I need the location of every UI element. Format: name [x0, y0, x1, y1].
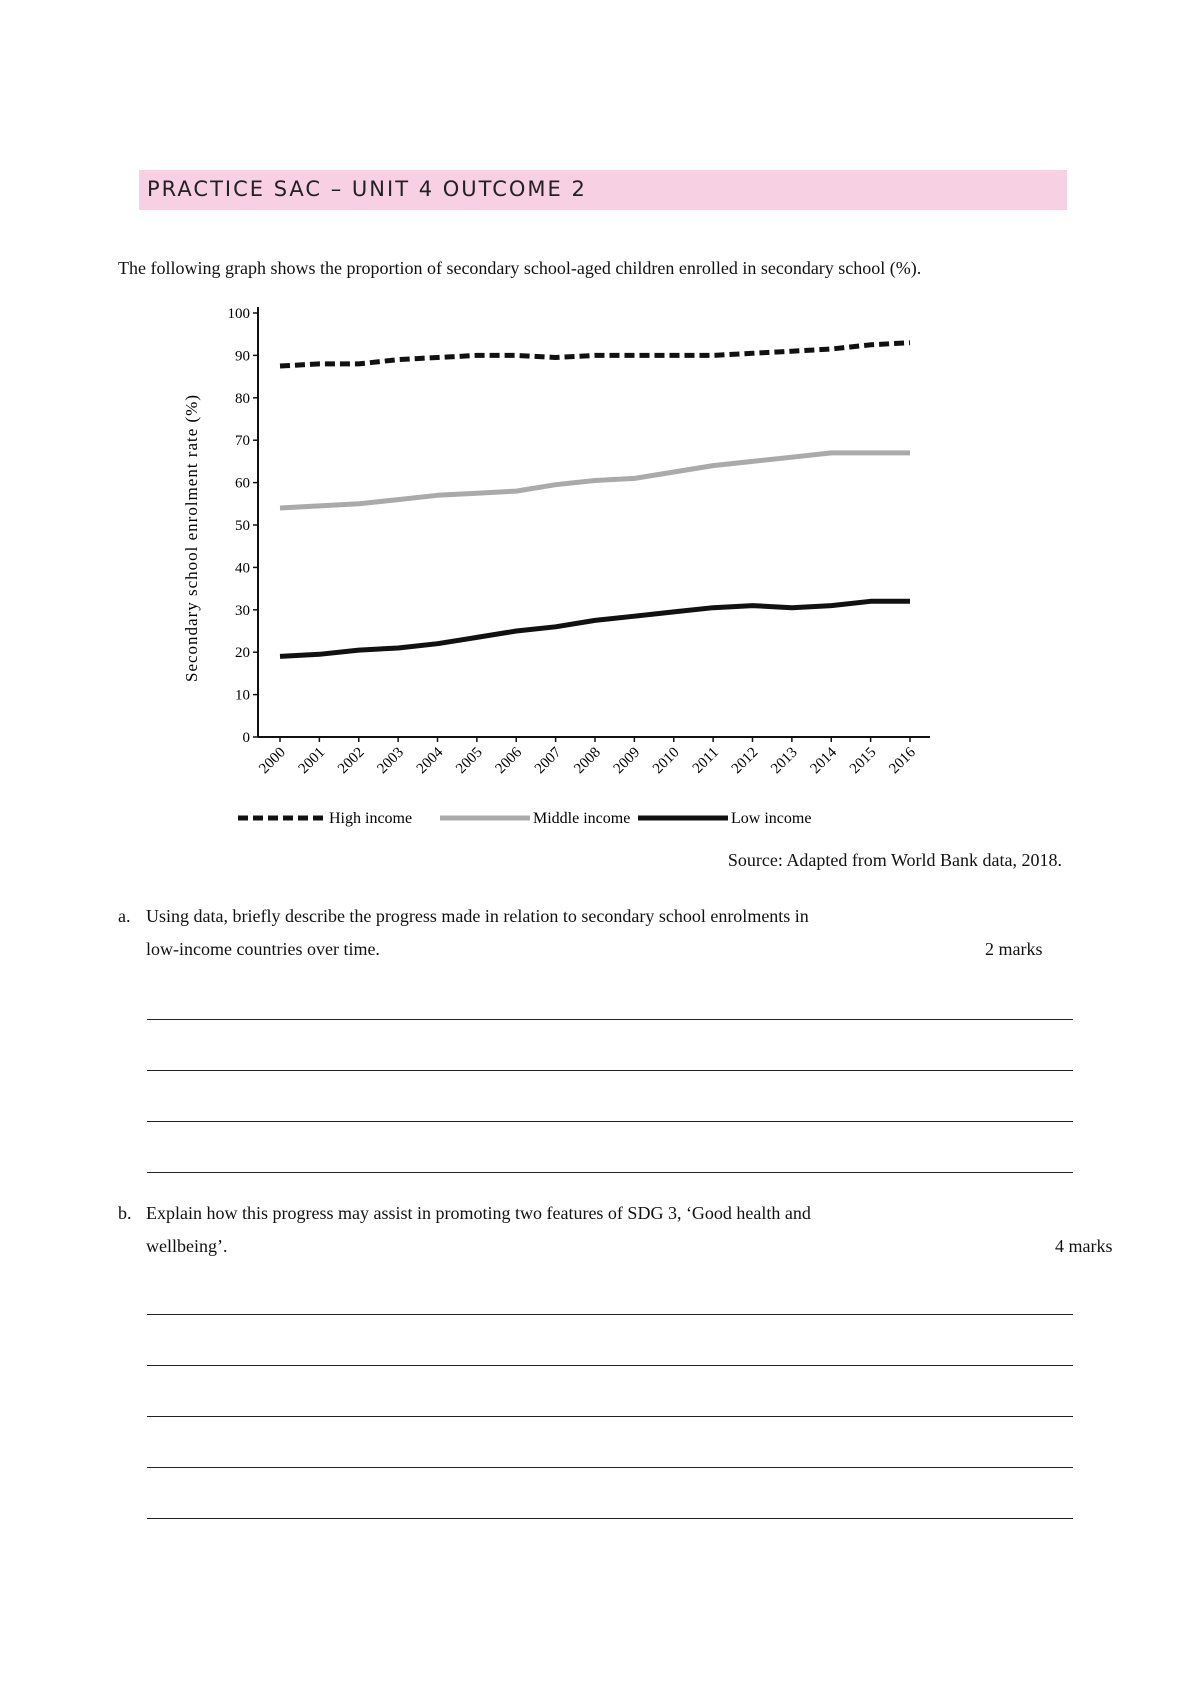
answer-line[interactable]	[147, 1467, 1073, 1468]
x-tick-label: 2012	[728, 744, 762, 778]
question-b-letter: b.	[118, 1203, 132, 1223]
x-tick-label: 2010	[650, 744, 683, 778]
x-tick-label: 2015	[846, 744, 880, 778]
y-tick-label: 40	[235, 560, 250, 577]
x-tick-label: 2014	[807, 744, 841, 778]
answer-line[interactable]	[147, 1416, 1073, 1417]
question-b-text-line1: Explain how this progress may assist in promoting two features of SDG 3, ‘Good health and	[146, 1203, 811, 1223]
x-tick-label: 2008	[571, 744, 604, 778]
answer-line[interactable]	[147, 1518, 1073, 1519]
series-line-low-income	[280, 601, 910, 656]
x-tick-label: 2001	[295, 744, 329, 778]
x-tick-label: 2009	[610, 744, 644, 778]
y-tick-label: 20	[235, 645, 250, 662]
legend-label-middle-income: Middle income	[533, 810, 631, 827]
question-a-letter: a.	[118, 906, 131, 926]
y-axis-label: Secondary school enrolment rate (%)	[182, 393, 201, 683]
x-tick-label: 2005	[453, 744, 486, 778]
question-a-text-line2: low-income countries over time.	[146, 939, 380, 959]
x-tick-label: 2003	[374, 744, 407, 778]
title-banner	[139, 170, 1067, 210]
y-tick-label: 50	[235, 518, 250, 534]
y-tick-label: 90	[235, 348, 250, 365]
x-tick-label: 2011	[689, 744, 722, 777]
enrolment-line-chart	[150, 295, 950, 845]
x-tick-label: 2002	[335, 744, 368, 778]
x-tick-label: 2013	[768, 744, 801, 778]
question-b-text-line2: wellbeing’.	[146, 1236, 228, 1256]
chart-series	[280, 343, 910, 657]
x-tick-label: 2006	[492, 744, 526, 778]
answer-line[interactable]	[147, 1172, 1073, 1173]
y-tick-label: 100	[227, 306, 250, 322]
legend-label-low-income: Low income	[731, 810, 812, 827]
question-a-text-line1: Using data, briefly describe the progress made in relation to secondary school enrolments in	[146, 906, 809, 926]
y-tick-label: 30	[235, 602, 250, 619]
y-tick-label: 60	[235, 475, 250, 492]
y-tick-labels	[228, 306, 259, 746]
answer-line[interactable]	[147, 1121, 1073, 1122]
chart-source: Source: Adapted from World Bank data, 2018.	[727, 850, 1062, 870]
x-tick-label: 2004	[413, 744, 447, 778]
y-tick-label: 10	[235, 687, 250, 704]
series-line-high-income	[280, 343, 910, 366]
y-tick-label: 70	[235, 433, 250, 450]
x-tick-label: 2007	[531, 744, 565, 778]
chart-axes	[258, 307, 930, 737]
page-title: PRACTICE SAC – UNIT 4 OUTCOME 2	[147, 177, 587, 201]
intro-text: The following graph shows the proportion of secondary school-aged children enrolled in secondary school (%).	[118, 258, 922, 278]
x-tick-label: 2000	[256, 744, 289, 778]
y-tick-label: 0	[242, 730, 250, 746]
x-tick-label: 2016	[886, 744, 919, 778]
chart-legend	[238, 810, 811, 827]
answer-line[interactable]	[147, 1019, 1073, 1020]
question-b-marks: 4 marks	[1055, 1236, 1113, 1256]
y-tick-label: 80	[235, 390, 250, 407]
question-a-marks: 2 marks	[985, 939, 1043, 959]
answer-line[interactable]	[147, 1314, 1073, 1315]
x-tick-labels	[256, 737, 919, 777]
answer-line[interactable]	[147, 1365, 1073, 1366]
answer-line[interactable]	[147, 1070, 1073, 1071]
legend-label-high-income: High income	[329, 810, 413, 827]
